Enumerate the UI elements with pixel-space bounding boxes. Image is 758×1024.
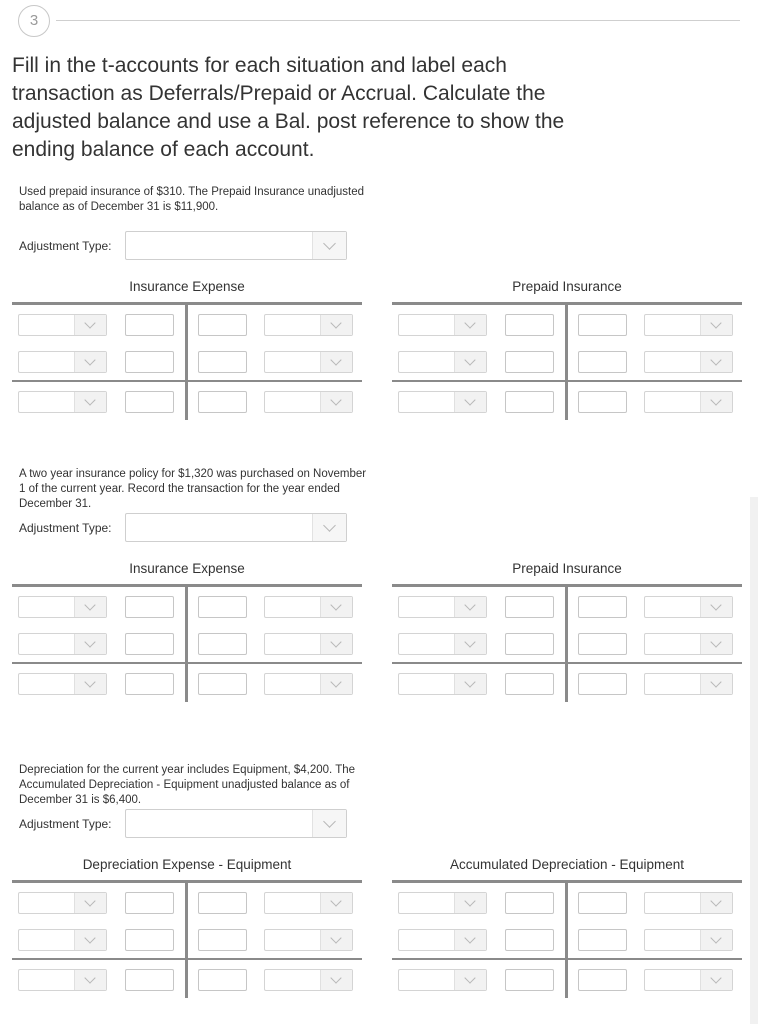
dropdown-arrow[interactable] — [320, 970, 352, 990]
left-debit-reference-select-1[interactable] — [18, 596, 107, 618]
left-debit-amount-input-1[interactable] — [125, 892, 174, 914]
right-credit-amount-input-2[interactable] — [578, 633, 627, 655]
right-debit-amount-input-2[interactable] — [505, 633, 554, 655]
left-debit-amount-input-1[interactable] — [125, 314, 174, 336]
chevron-down-icon — [330, 354, 341, 365]
chevron-down-icon — [323, 237, 336, 250]
left-credit-amount-input-1[interactable] — [198, 314, 247, 336]
adjustment-type-label: Adjustment Type: — [19, 521, 112, 535]
right-debit-amount-input-3[interactable] — [505, 969, 554, 991]
adjustment-type-dropdown-arrow[interactable] — [312, 810, 346, 837]
chevron-down-icon — [84, 354, 95, 365]
dropdown-arrow[interactable] — [320, 392, 352, 412]
chevron-down-icon — [464, 676, 475, 687]
chevron-down-icon — [464, 932, 475, 943]
left-debit-amount-input-3[interactable] — [125, 673, 174, 695]
left-credit-reference-select-3[interactable] — [264, 673, 353, 695]
right-debit-amount-input-1[interactable] — [505, 596, 554, 618]
scrollbar[interactable] — [750, 497, 758, 1024]
dropdown-arrow[interactable] — [74, 930, 106, 950]
right-account-title: Prepaid Insurance — [512, 561, 622, 576]
adjustment-type-select[interactable] — [125, 231, 347, 260]
dropdown-arrow[interactable] — [320, 597, 352, 617]
chevron-down-icon — [84, 676, 95, 687]
chevron-down-icon — [84, 599, 95, 610]
dropdown-arrow[interactable] — [74, 970, 106, 990]
chevron-down-icon — [464, 317, 475, 328]
left-credit-reference-select-3[interactable] — [264, 391, 353, 413]
chevron-down-icon — [84, 636, 95, 647]
chevron-down-icon — [84, 895, 95, 906]
adjustment-type-dropdown-arrow[interactable] — [312, 232, 346, 259]
adjustment-type-dropdown-arrow[interactable] — [312, 514, 346, 541]
right-credit-reference-select-1[interactable] — [644, 596, 733, 618]
scenario-text: A two year insurance policy for $1,320 was purchased on November 1 of the current year. Record the transaction for the year ended December 31. — [19, 468, 367, 510]
left-credit-reference-select-2[interactable] — [264, 929, 353, 951]
chevron-down-icon — [330, 895, 341, 906]
dropdown-arrow[interactable] — [700, 893, 732, 913]
adjustment-section-1 — [0, 185, 758, 435]
left-credit-reference-select-1[interactable] — [264, 892, 353, 914]
chevron-down-icon — [464, 636, 475, 647]
chevron-down-icon — [330, 636, 341, 647]
scenario-text: Used prepaid insurance of $310. The Prepaid Insurance unadjusted balance as of December 31 is $11,900. — [19, 186, 365, 213]
left-debit-amount-input-2[interactable] — [125, 351, 174, 373]
left-credit-amount-input-3[interactable] — [198, 969, 247, 991]
right-debit-amount-input-1[interactable] — [505, 314, 554, 336]
dropdown-arrow[interactable] — [74, 893, 106, 913]
left-debit-amount-input-2[interactable] — [125, 633, 174, 655]
left-debit-amount-input-3[interactable] — [125, 969, 174, 991]
right-debit-amount-input-3[interactable] — [505, 391, 554, 413]
right-debit-amount-input-2[interactable] — [505, 929, 554, 951]
dropdown-arrow[interactable] — [320, 674, 352, 694]
right-credit-amount-input-2[interactable] — [578, 929, 627, 951]
dropdown-arrow[interactable] — [320, 893, 352, 913]
dropdown-arrow[interactable] — [700, 315, 732, 335]
chevron-down-icon — [330, 317, 341, 328]
adjustment-type-select[interactable] — [125, 513, 347, 542]
chevron-down-icon — [330, 972, 341, 983]
dropdown-arrow[interactable] — [454, 597, 486, 617]
left-debit-reference-select-2[interactable] — [18, 351, 107, 373]
dropdown-arrow[interactable] — [320, 352, 352, 372]
left-account-title: Insurance Expense — [129, 279, 245, 294]
dropdown-arrow[interactable] — [454, 352, 486, 372]
dropdown-arrow[interactable] — [700, 674, 732, 694]
chevron-down-icon — [330, 932, 341, 943]
chevron-down-icon — [710, 354, 721, 365]
dropdown-arrow[interactable] — [454, 930, 486, 950]
chevron-down-icon — [84, 972, 95, 983]
chevron-down-icon — [464, 895, 475, 906]
left-debit-reference-select-2[interactable] — [18, 929, 107, 951]
right-credit-amount-input-3[interactable] — [578, 391, 627, 413]
dropdown-arrow[interactable] — [74, 674, 106, 694]
chevron-down-icon — [330, 676, 341, 687]
right-debit-reference-select-3[interactable] — [398, 391, 487, 413]
right-credit-reference-select-1[interactable] — [644, 314, 733, 336]
chevron-down-icon — [710, 394, 721, 405]
left-debit-amount-input-1[interactable] — [125, 596, 174, 618]
dropdown-arrow[interactable] — [320, 930, 352, 950]
left-debit-amount-input-3[interactable] — [125, 391, 174, 413]
left-credit-amount-input-1[interactable] — [198, 892, 247, 914]
dropdown-arrow[interactable] — [454, 893, 486, 913]
left-credit-reference-select-1[interactable] — [264, 596, 353, 618]
chevron-down-icon — [464, 354, 475, 365]
chevron-down-icon — [84, 317, 95, 328]
dropdown-arrow[interactable] — [454, 392, 486, 412]
right-account-title: Prepaid Insurance — [512, 279, 622, 294]
right-credit-reference-select-1[interactable] — [644, 892, 733, 914]
dropdown-arrow[interactable] — [700, 634, 732, 654]
chevron-down-icon — [710, 676, 721, 687]
left-credit-amount-input-2[interactable] — [198, 633, 247, 655]
step-divider — [56, 20, 740, 21]
chevron-down-icon — [323, 815, 336, 828]
right-debit-reference-select-2[interactable] — [398, 633, 487, 655]
adjustment-type-label: Adjustment Type: — [19, 239, 112, 253]
chevron-down-icon — [464, 394, 475, 405]
chevron-down-icon — [710, 972, 721, 983]
left-debit-reference-select-2[interactable] — [18, 633, 107, 655]
left-credit-reference-select-2[interactable] — [264, 633, 353, 655]
left-account-title: Depreciation Expense - Equipment — [82, 857, 292, 872]
right-debit-reference-select-2[interactable] — [398, 351, 487, 373]
right-credit-amount-input-1[interactable] — [578, 596, 627, 618]
chevron-down-icon — [330, 394, 341, 405]
chevron-down-icon — [710, 317, 721, 328]
adjustment-type-label: Adjustment Type: — [19, 817, 112, 831]
right-credit-reference-select-3[interactable] — [644, 391, 733, 413]
dropdown-arrow[interactable] — [454, 674, 486, 694]
chevron-down-icon — [84, 394, 95, 405]
dropdown-arrow[interactable] — [74, 634, 106, 654]
dropdown-arrow[interactable] — [700, 352, 732, 372]
left-credit-amount-input-2[interactable] — [198, 929, 247, 951]
step-number-badge: 3 — [18, 5, 50, 37]
scenario-text: Depreciation for the current year includes Equipment, $4,200. The Accumulated Depreciation - Equipment unadjusted balance as of December 31 is $6,400. — [19, 764, 356, 806]
adjustment-section-3 — [0, 763, 758, 1013]
left-account-title: Insurance Expense — [129, 561, 245, 576]
left-credit-reference-select-1[interactable] — [264, 314, 353, 336]
instructions-text: Fill in the t-accounts for each situation and label each transaction as Deferrals/Prepaid or Accrual. Calculate the adjusted balance and use a Bal. post reference to show the ending balance of each account. — [12, 54, 565, 161]
dropdown-arrow[interactable] — [454, 634, 486, 654]
right-debit-amount-input-1[interactable] — [505, 892, 554, 914]
right-t-account-divider — [565, 880, 568, 998]
dropdown-arrow[interactable] — [74, 352, 106, 372]
left-credit-amount-input-2[interactable] — [198, 351, 247, 373]
dropdown-arrow[interactable] — [74, 392, 106, 412]
left-debit-reference-select-1[interactable] — [18, 314, 107, 336]
chevron-down-icon — [330, 599, 341, 610]
chevron-down-icon — [710, 895, 721, 906]
right-debit-reference-select-1[interactable] — [398, 892, 487, 914]
left-debit-reference-select-3[interactable] — [18, 391, 107, 413]
chevron-down-icon — [710, 636, 721, 647]
dropdown-arrow[interactable] — [454, 970, 486, 990]
right-debit-reference-select-3[interactable] — [398, 969, 487, 991]
dropdown-arrow[interactable] — [454, 315, 486, 335]
left-debit-reference-select-3[interactable] — [18, 673, 107, 695]
right-debit-amount-input-3[interactable] — [505, 673, 554, 695]
right-debit-reference-select-1[interactable] — [398, 314, 487, 336]
right-debit-reference-select-2[interactable] — [398, 929, 487, 951]
right-credit-reference-select-2[interactable] — [644, 929, 733, 951]
right-debit-reference-select-3[interactable] — [398, 673, 487, 695]
chevron-down-icon — [710, 599, 721, 610]
left-debit-reference-select-3[interactable] — [18, 969, 107, 991]
chevron-down-icon — [323, 519, 336, 532]
left-debit-reference-select-1[interactable] — [18, 892, 107, 914]
chevron-down-icon — [710, 932, 721, 943]
dropdown-arrow[interactable] — [74, 597, 106, 617]
chevron-down-icon — [464, 599, 475, 610]
left-credit-amount-input-1[interactable] — [198, 596, 247, 618]
dropdown-arrow[interactable] — [320, 634, 352, 654]
right-account-title: Accumulated Depreciation - Equipment — [449, 857, 685, 872]
dropdown-arrow[interactable] — [700, 970, 732, 990]
dropdown-arrow[interactable] — [700, 392, 732, 412]
left-t-account-divider — [185, 584, 188, 702]
right-t-account-divider — [565, 302, 568, 420]
dropdown-arrow[interactable] — [74, 315, 106, 335]
right-credit-reference-select-2[interactable] — [644, 351, 733, 373]
right-debit-amount-input-2[interactable] — [505, 351, 554, 373]
right-debit-reference-select-1[interactable] — [398, 596, 487, 618]
left-credit-reference-select-3[interactable] — [264, 969, 353, 991]
left-t-account-divider — [185, 880, 188, 998]
right-credit-reference-select-3[interactable] — [644, 969, 733, 991]
chevron-down-icon — [84, 932, 95, 943]
right-credit-amount-input-3[interactable] — [578, 673, 627, 695]
right-credit-amount-input-3[interactable] — [578, 969, 627, 991]
right-credit-amount-input-1[interactable] — [578, 314, 627, 336]
chevron-down-icon — [464, 972, 475, 983]
left-credit-reference-select-2[interactable] — [264, 351, 353, 373]
left-debit-amount-input-2[interactable] — [125, 929, 174, 951]
right-t-account-divider — [565, 584, 568, 702]
left-credit-amount-input-3[interactable] — [198, 673, 247, 695]
right-credit-amount-input-2[interactable] — [578, 351, 627, 373]
right-credit-reference-select-2[interactable] — [644, 633, 733, 655]
dropdown-arrow[interactable] — [700, 930, 732, 950]
right-credit-amount-input-1[interactable] — [578, 892, 627, 914]
adjustment-type-select[interactable] — [125, 809, 347, 838]
adjustment-section-2 — [0, 467, 758, 717]
dropdown-arrow[interactable] — [320, 315, 352, 335]
left-credit-amount-input-3[interactable] — [198, 391, 247, 413]
right-credit-reference-select-3[interactable] — [644, 673, 733, 695]
left-t-account-divider — [185, 302, 188, 420]
dropdown-arrow[interactable] — [700, 597, 732, 617]
